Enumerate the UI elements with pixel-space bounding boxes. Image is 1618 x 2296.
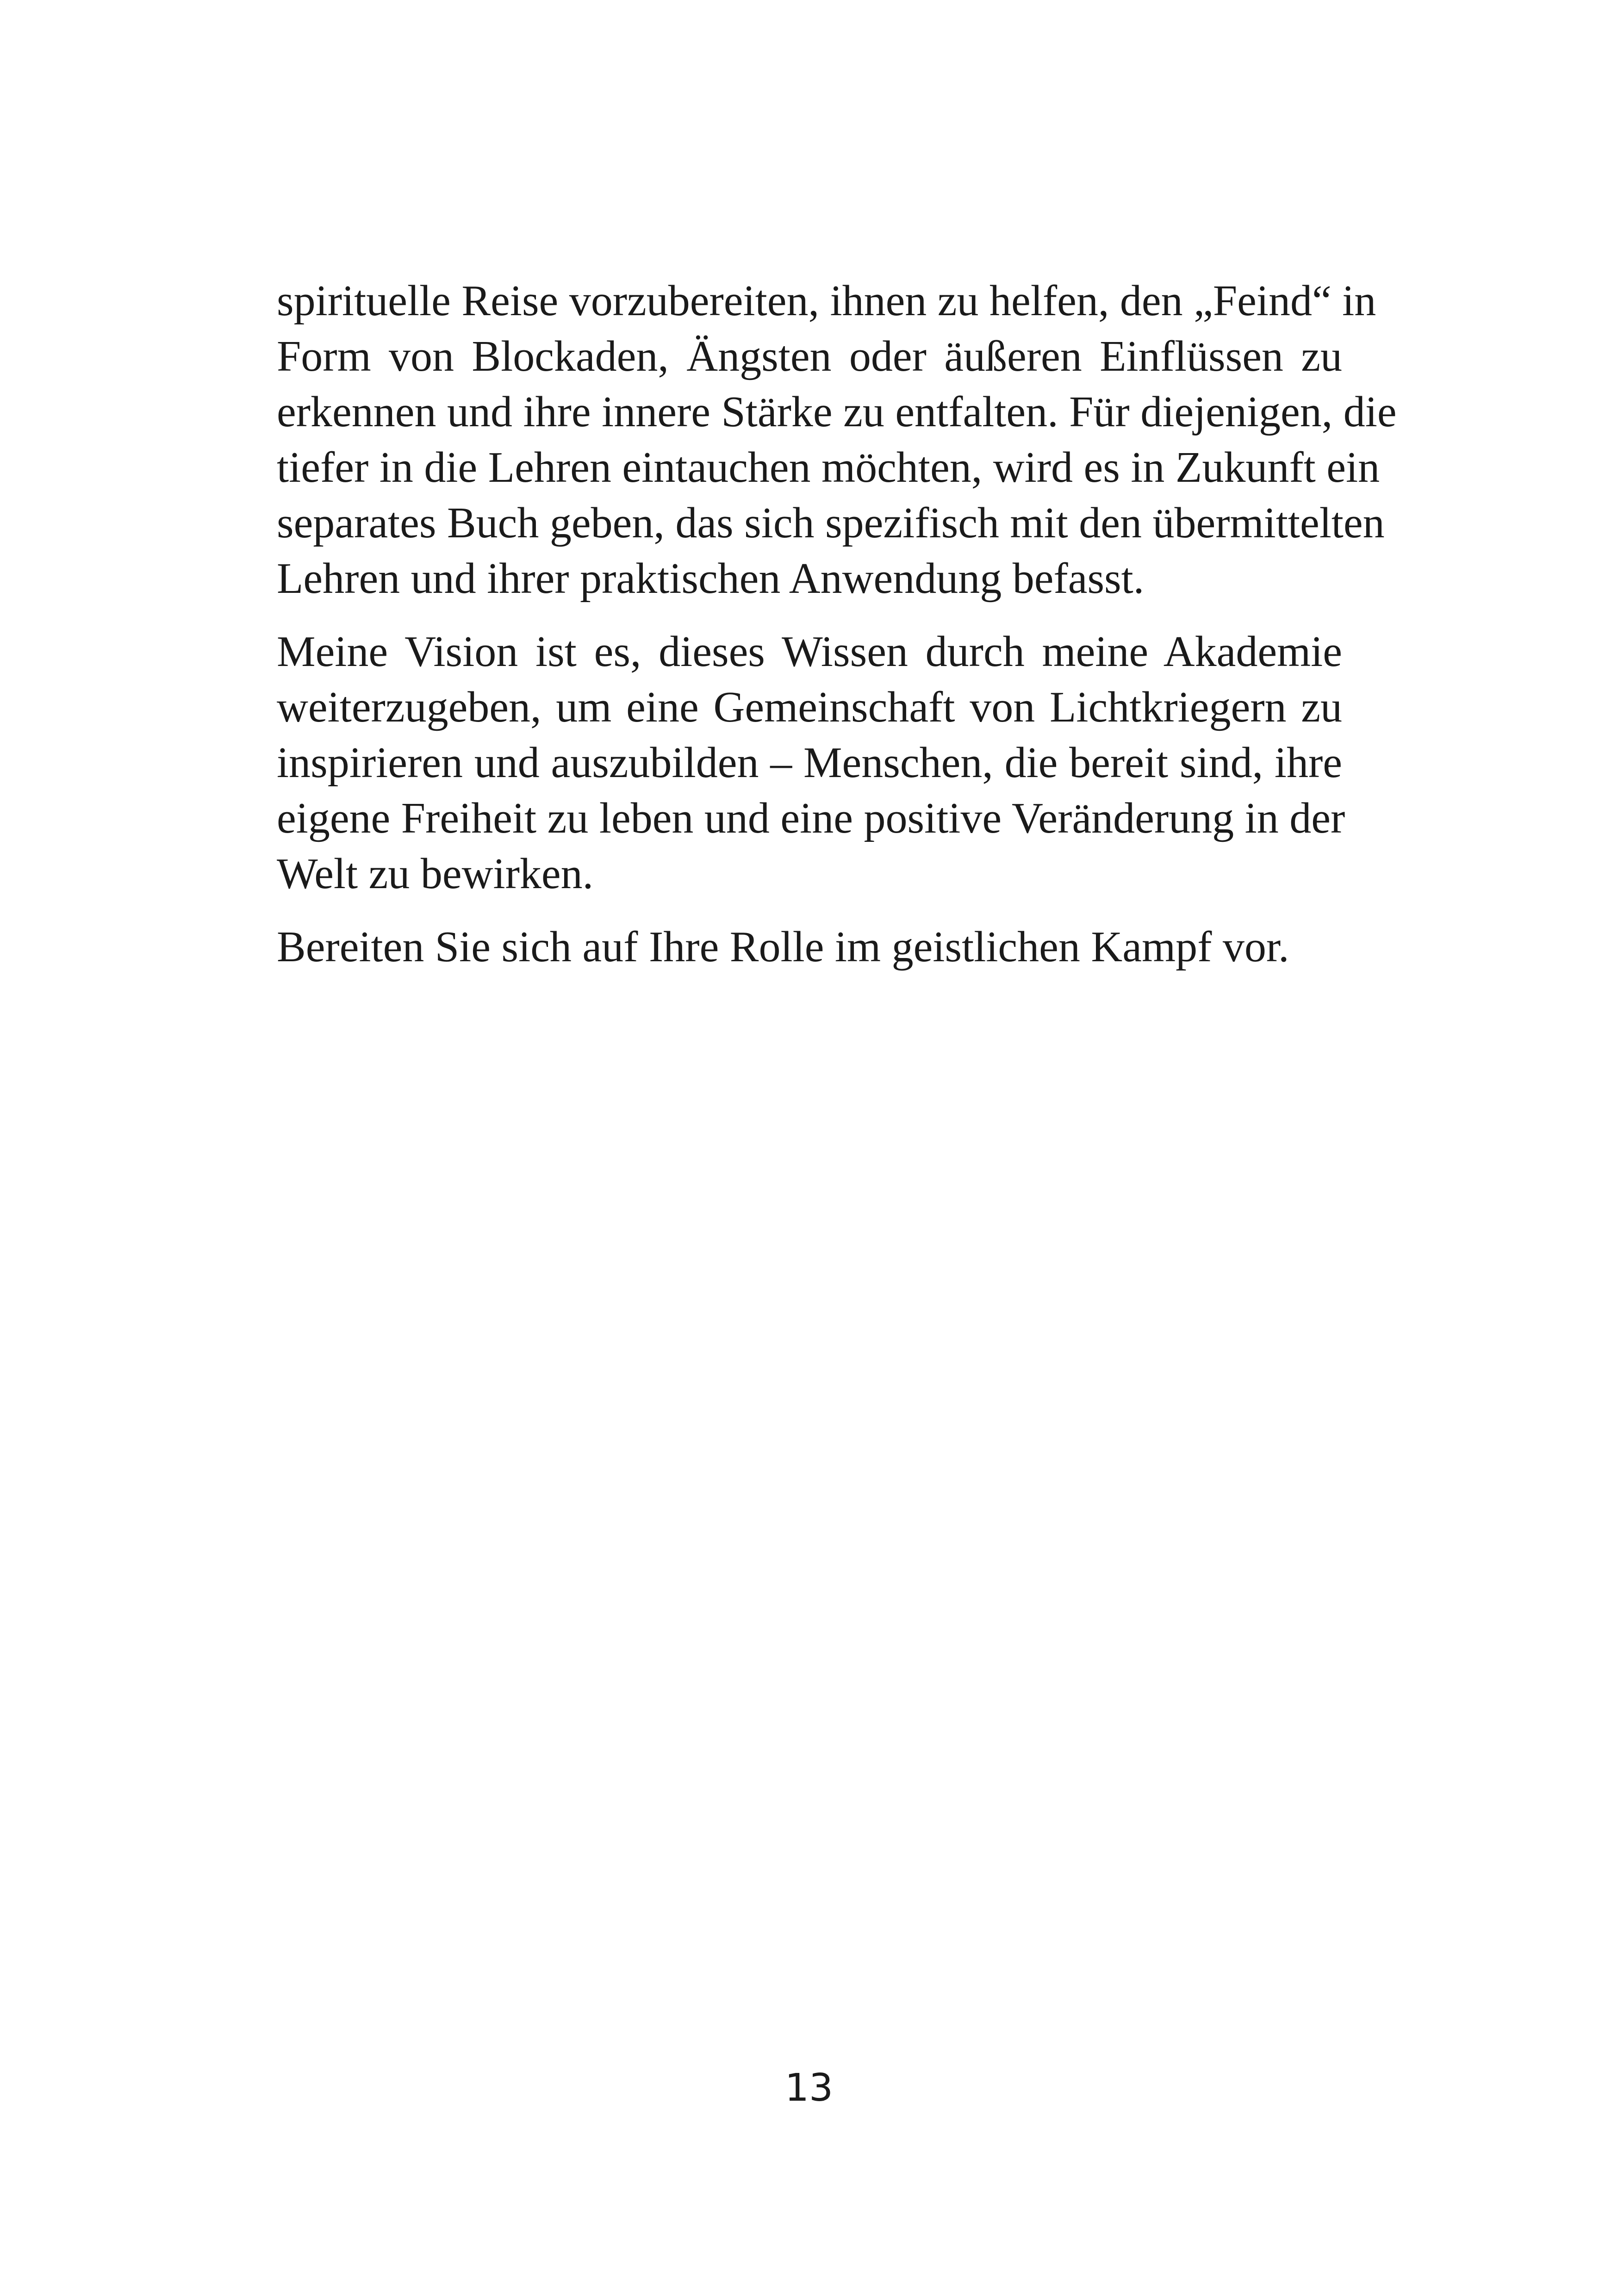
paragraph-2: [277, 624, 1345, 902]
text-line: tiefer in die Lehren eintauchen möchten, wird es in Zukunft ein: [277, 443, 1380, 492]
text-line: erkennen und ihre innere Stärke zu entfalten. Für diejenigen, die: [277, 388, 1397, 436]
text-line: eigene Freiheit zu leben und eine positive Veränderung in der: [277, 794, 1345, 842]
paragraph-1: [277, 273, 1397, 606]
text-line: weiterzugeben, um eine Gemeinschaft von Lichtkriegern zu: [277, 683, 1342, 731]
text-line: Lehren und ihrer praktischen Anwendung befasst.: [277, 554, 1145, 603]
page-number: 13: [784, 2066, 834, 2110]
text-line: Meine Vision ist es, dieses Wissen durch meine Akademie: [277, 628, 1342, 676]
text-line: Form von Blockaden, Ängsten oder äußeren Einflüssen zu: [277, 332, 1342, 380]
text-line: spirituelle Reise vorzubereiten, ihnen zu helfen, den „Feind“ in: [277, 277, 1376, 325]
body-text: [277, 273, 1397, 992]
text-line: separates Buch geben, das sich spezifisch mit den übermittelten: [277, 499, 1385, 547]
text-line: Bereiten Sie sich auf Ihre Rolle im geistlichen Kampf vor.: [277, 923, 1289, 971]
paragraph-3: [277, 919, 1342, 975]
text-line: inspirieren und auszubilden – Menschen, die bereit sind, ihre: [277, 739, 1342, 787]
text-line: Welt zu bewirken.: [277, 850, 594, 898]
